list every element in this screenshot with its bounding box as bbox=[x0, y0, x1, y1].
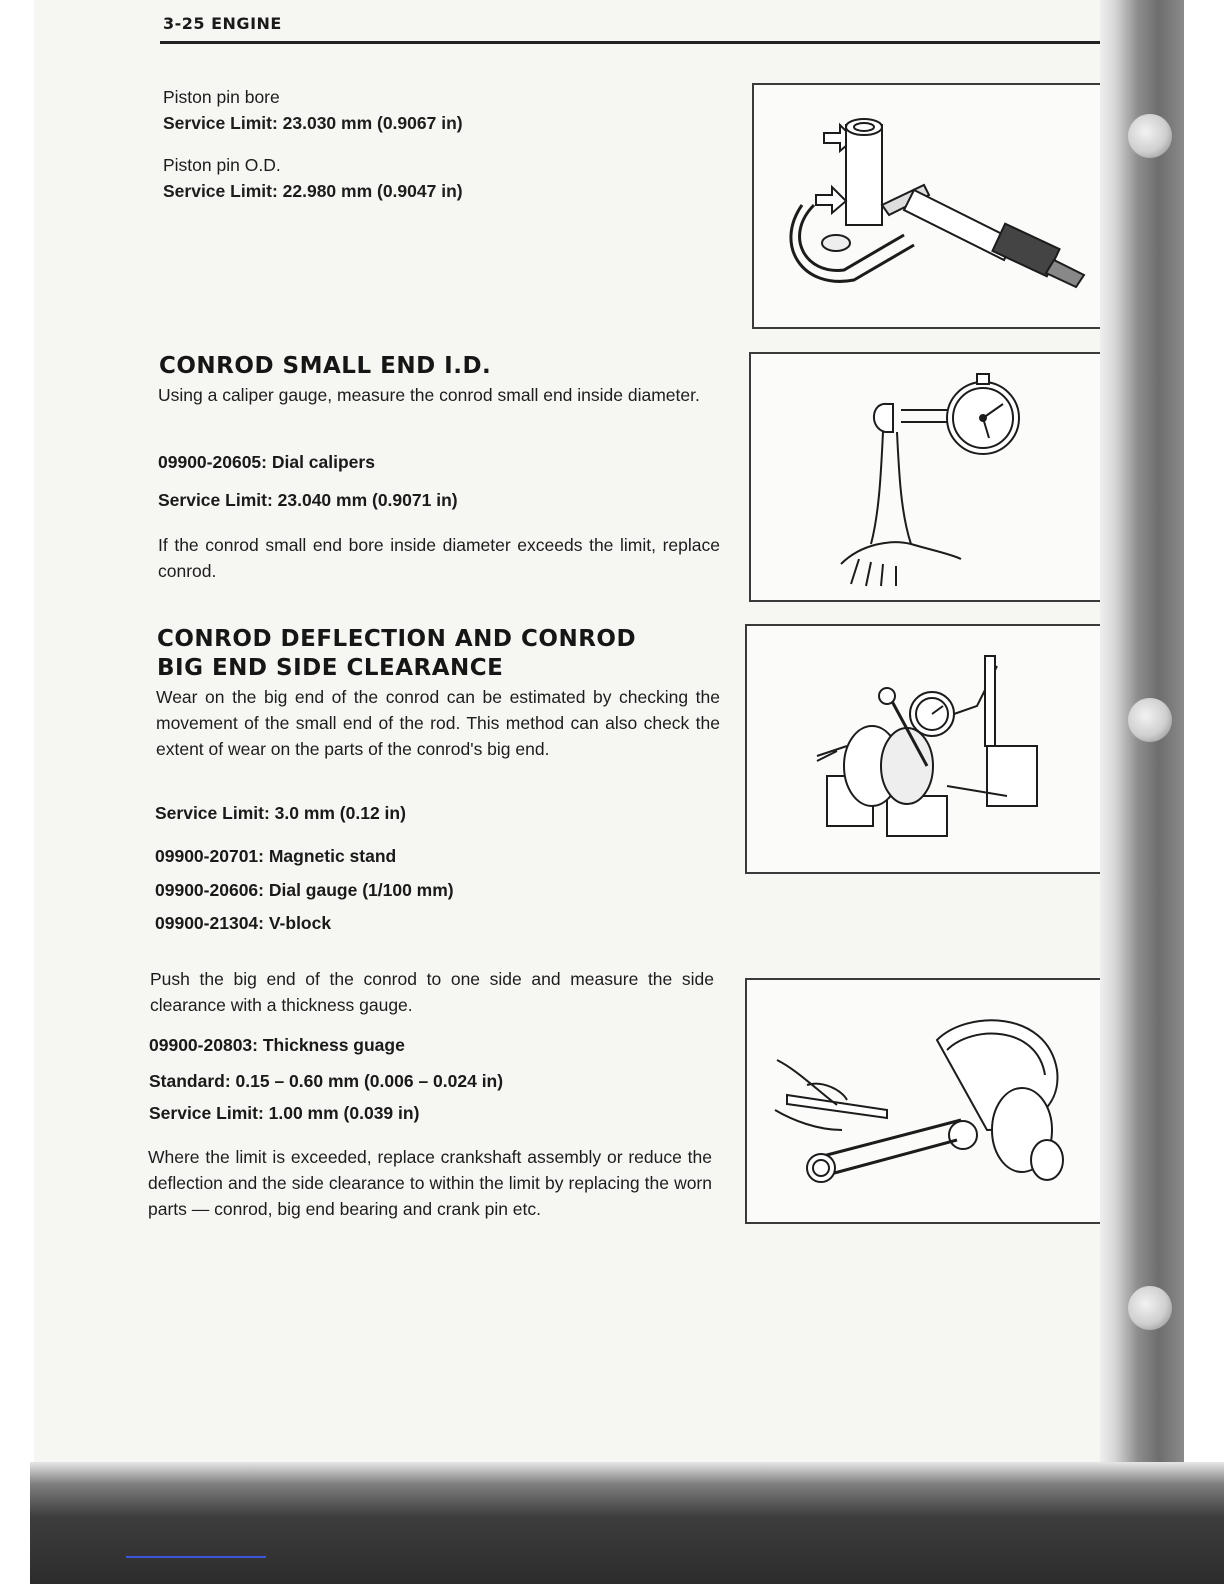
heading-conrod-small-end: CONROD SMALL END I.D. bbox=[159, 353, 492, 379]
piston-pin-od-limit: Service Limit: 22.980 mm (0.9047 in) bbox=[163, 181, 463, 201]
thickness-gauge-crankshaft-illustration bbox=[745, 978, 1105, 1224]
piston-pin-od-title: Piston pin O.D. bbox=[163, 155, 281, 175]
deflection-intro: Wear on the big end of the conrod can be estimated by checking the movement of the small end of the rod. This method can also check the extent of wear on the parts of the conrod's big end. bbox=[156, 687, 720, 759]
side-clearance-limit: Service Limit: 1.00 mm (0.039 in) bbox=[149, 1103, 420, 1123]
small-end-limit: Service Limit: 23.040 mm (0.9071 in) bbox=[158, 490, 458, 510]
small-end-intro: Using a caliper gauge, measure the conrod small end inside diameter. bbox=[158, 385, 700, 405]
piston-pin-od-block bbox=[163, 152, 723, 204]
dial-gauge-v-block-illustration bbox=[745, 624, 1107, 874]
piston-pin-bore-limit: Service Limit: 23.030 mm (0.9067 in) bbox=[163, 113, 463, 133]
binder-ring-hole bbox=[1128, 1286, 1172, 1330]
piston-pin-bore-block bbox=[163, 84, 723, 136]
binding-edge-shadow bbox=[1100, 0, 1184, 1584]
tool-v-block: 09900-21304: V-block bbox=[155, 913, 332, 933]
piston-pin-bore-title: Piston pin bore bbox=[163, 87, 280, 107]
deflection-limit: Service Limit: 3.0 mm (0.12 in) bbox=[155, 803, 406, 823]
small-end-tool: 09900-20605: Dial calipers bbox=[158, 452, 375, 472]
side-clearance-standard: Standard: 0.15 – 0.60 mm (0.006 – 0.024 in) bbox=[149, 1071, 504, 1091]
dial-caliper-conrod-illustration bbox=[749, 352, 1110, 602]
push-big-end-text: Push the big end of the conrod to one side and measure the side clearance with a thickness gauge. bbox=[150, 969, 714, 1015]
heading-conrod-deflection-line1: CONROD DEFLECTION AND CONROD bbox=[157, 626, 637, 652]
heading-conrod-deflection-line2: BIG END SIDE CLEARANCE bbox=[157, 655, 504, 681]
tool-thickness-gauge: 09900-20803: Thickness guage bbox=[149, 1035, 405, 1055]
tool-magnetic-stand: 09900-20701: Magnetic stand bbox=[155, 846, 397, 866]
micrometer-piston-pin-illustration bbox=[752, 83, 1108, 329]
binder-ring-hole bbox=[1128, 698, 1172, 742]
bottom-shadow bbox=[30, 1462, 1224, 1584]
page-left-margin bbox=[0, 0, 35, 1584]
bottom-blue-line bbox=[126, 1556, 266, 1558]
tool-dial-gauge: 09900-20606: Dial gauge (1/100 mm) bbox=[155, 880, 454, 900]
header-rule bbox=[160, 41, 1115, 44]
closing-instructions: Where the limit is exceeded, replace crankshaft assembly or reduce the deflection and the side clearance to within the limit by replacing the worn parts — conrod, big end bearing and crank pin etc. bbox=[148, 1147, 712, 1219]
small-end-note: If the conrod small end bore inside diameter exceeds the limit, replace conrod. bbox=[158, 535, 720, 581]
binder-ring-hole bbox=[1128, 114, 1172, 158]
page-header: 3-25 ENGINE bbox=[163, 14, 282, 33]
